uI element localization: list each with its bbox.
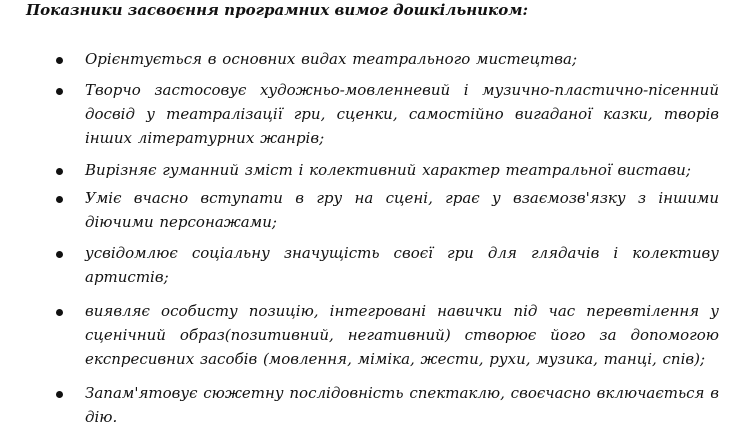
bullet-icon <box>56 57 63 64</box>
list-item-text: Уміє вчасно вступати в гру на сцені, грає у взаємозв'язку з іншими діючими персонажами; <box>85 189 719 231</box>
bullet-icon <box>56 88 63 95</box>
list-item-text: Запам'ятовує сюжетну послідовність спектаклю, своєчасно включається в дію. <box>85 384 719 426</box>
bullet-icon <box>56 196 63 203</box>
list-item-text: Творчо застосовує художньо-мовленневий і музично-пластично-пісенний досвід у театралізації гри, сценки, самостійно вигаданої казки, творів інших літературних жанрів; <box>85 81 719 147</box>
document-heading: Показники засвоєння програмних вимог дошкільником: <box>26 1 529 19</box>
bullet-icon <box>56 391 63 398</box>
list-item-text: Вирізняє гуманний зміст і колективний характер театральної вистави; <box>85 161 691 179</box>
list-item-text: виявляє особисту позицію, інтегровані навички під час перевтілення у сценічний образ(позитивний, негативний) створює його за допомогою експресивних засобів (мовлення, міміка, жести, рухи, музика, танці, спів); <box>85 302 719 368</box>
bullet-icon <box>56 251 63 258</box>
list-item-text: Орієнтується в основних видах театрального мистецтва; <box>85 50 578 68</box>
bullet-icon <box>56 309 63 316</box>
bullet-icon <box>56 168 63 175</box>
list-item-text: усвідомлює соціальну значущість своєї гри для глядачів і колективу артистів; <box>85 244 719 286</box>
